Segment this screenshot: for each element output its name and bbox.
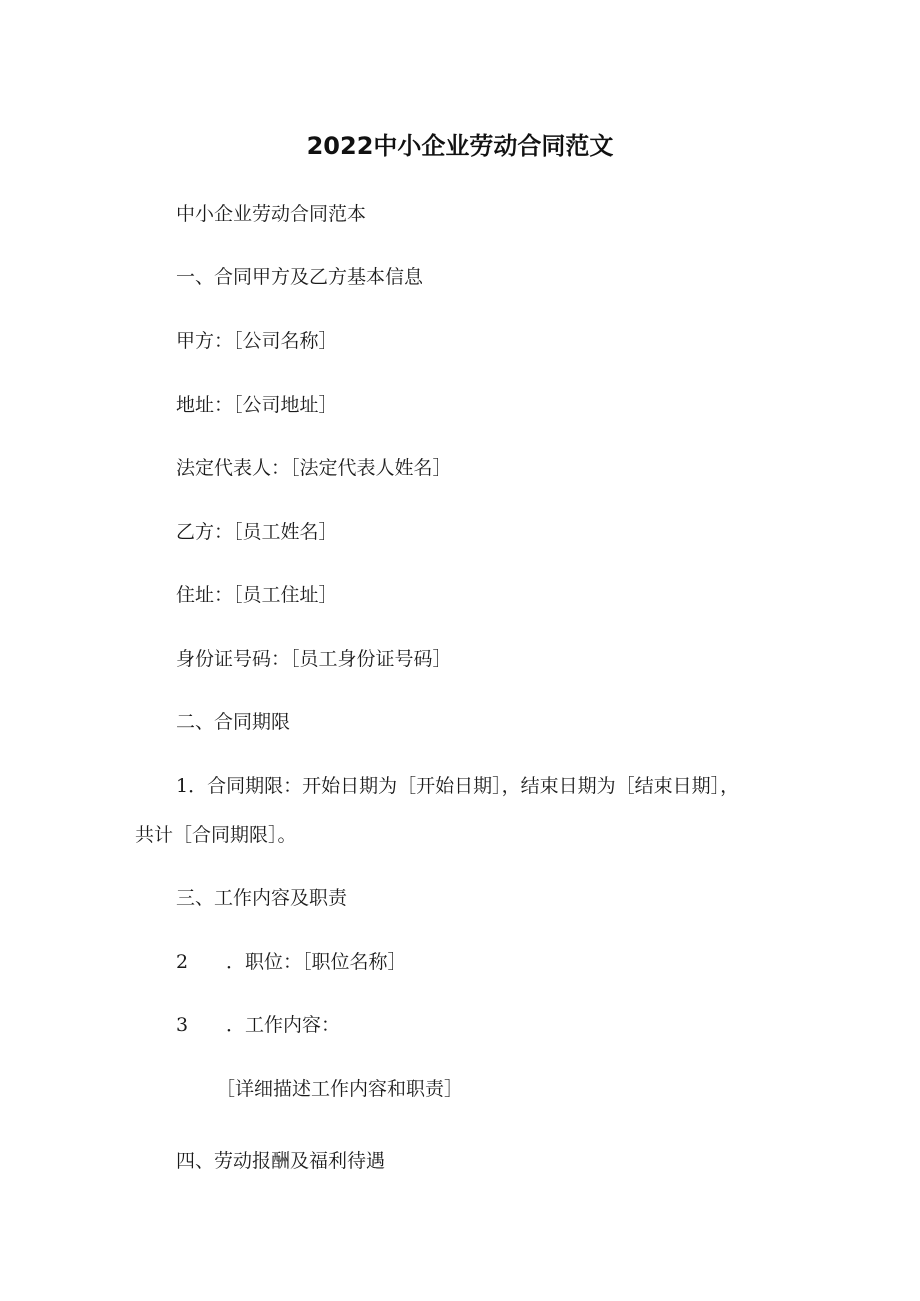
position-item-number: 2 — [176, 951, 189, 973]
document-title: 2022中小企业劳动合同范文 — [306, 132, 614, 160]
party-a-line: 甲方：［公司名称］ — [176, 330, 338, 352]
address-a-line: 地址：［公司地址］ — [176, 394, 338, 416]
job-content-detail: ［详细描述工作内容和职责］ — [216, 1078, 464, 1100]
section3-heading: 三、工作内容及职责 — [176, 887, 348, 909]
job-content-item-number: 3 — [176, 1014, 189, 1036]
address-b-line: 住址：［员工住址］ — [176, 584, 338, 606]
section4-heading: 四、劳动报酬及福利待遇 — [176, 1150, 386, 1172]
position-item — [176, 949, 407, 975]
term-item-line1: 1．合同期限：开始日期为［开始日期］，结束日期为［结束日期］， — [176, 775, 740, 797]
legal-rep-line: 法定代表人：［法定代表人姓名］ — [176, 457, 452, 479]
document-subtitle: 中小企业劳动合同范本 — [176, 203, 367, 225]
position-item-text: ．职位：［职位名称］ — [226, 951, 407, 973]
section1-heading: 一、合同甲方及乙方基本信息 — [176, 266, 424, 288]
job-content-item — [176, 1012, 340, 1038]
id-number-line: 身份证号码：［员工身份证号码］ — [176, 648, 452, 670]
section2-heading: 二、合同期限 — [176, 711, 291, 733]
job-content-item-text: ．工作内容： — [226, 1014, 341, 1036]
term-item-line2: 共计［合同期限］。 — [135, 824, 297, 846]
party-b-line: 乙方：［员工姓名］ — [176, 521, 338, 543]
